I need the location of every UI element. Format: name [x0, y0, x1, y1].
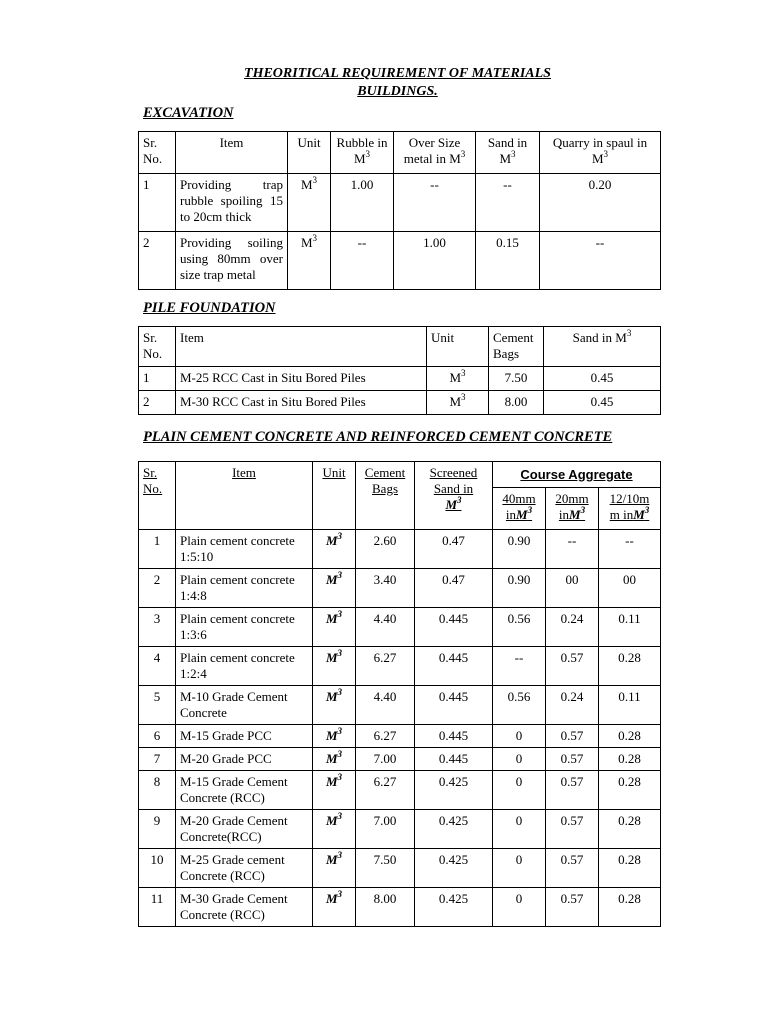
table-row: [139, 391, 661, 415]
pile-foundation-table: [138, 326, 661, 415]
col-header-20mm: 20mm inM$^3$: [546, 488, 599, 530]
table-row: [139, 771, 661, 810]
cell-40mm: 0: [493, 888, 546, 927]
cell-unit: $M^3$: [313, 849, 356, 888]
cell-unit: $M^3$: [288, 232, 331, 290]
cell-sand: 0.47: [415, 530, 493, 569]
cell-quarry: 0.20: [540, 174, 661, 232]
cell-sr: 10: [139, 849, 176, 888]
cell-12-10mm: 0.28: [599, 748, 661, 771]
cell-40mm: 0: [493, 849, 546, 888]
cell-item: M-20 Grade Cement Concrete(RCC): [176, 810, 313, 849]
cell-unit: $M^3$: [313, 748, 356, 771]
concrete-header-row: [139, 462, 661, 488]
cell-sand: 0.445: [415, 686, 493, 725]
cell-item: M-15 Grade Cement Concrete (RCC): [176, 771, 313, 810]
table-row: [139, 174, 661, 232]
concrete-table: [138, 461, 661, 927]
cell-sr: 11: [139, 888, 176, 927]
cell-40mm: --: [493, 647, 546, 686]
cell-sand: 0.45: [544, 391, 661, 415]
excavation-header-row: [139, 132, 661, 174]
cell-20mm: 0.24: [546, 686, 599, 725]
col-header-sand: Sand in $M^3$: [544, 327, 661, 367]
col-header-course-aggregate: Course Aggregate: [493, 462, 661, 488]
cell-item: M-20 Grade PCC: [176, 748, 313, 771]
col-header-quarry: Quarry in spaul in $M^3$: [540, 132, 661, 174]
page-title-line2: BUILDINGS.: [357, 84, 438, 99]
table-row: [139, 569, 661, 608]
cell-unit: $M^3$: [313, 608, 356, 647]
cell-item: Plain cement concrete 1:3:6: [176, 608, 313, 647]
cell-unit: $M^3$: [313, 686, 356, 725]
cell-cement: 6.27: [356, 725, 415, 748]
cell-cement: 4.40: [356, 608, 415, 647]
cell-sr: 4: [139, 647, 176, 686]
cell-cement: 6.27: [356, 771, 415, 810]
cell-sr: 7: [139, 748, 176, 771]
cell-20mm: 0.57: [546, 810, 599, 849]
cell-unit: $M^3$: [313, 771, 356, 810]
cell-12-10mm: 0.11: [599, 608, 661, 647]
pile-foundation-heading: PILE FOUNDATION: [143, 300, 276, 316]
cell-40mm: 0.90: [493, 569, 546, 608]
cell-sand: 0.425: [415, 888, 493, 927]
cell-item: Providing trap rubble spoiling 15 to 20cm thick: [176, 174, 288, 232]
table-row: [139, 725, 661, 748]
table-row: [139, 530, 661, 569]
cell-20mm: --: [546, 530, 599, 569]
cell-12-10mm: 00: [599, 569, 661, 608]
cell-cement: 6.27: [356, 647, 415, 686]
table-row: [139, 686, 661, 725]
cell-item: M-30 RCC Cast in Situ Bored Piles: [176, 391, 427, 415]
cell-12-10mm: 0.28: [599, 725, 661, 748]
cell-rubble: 1.00: [331, 174, 394, 232]
cell-sr: 2: [139, 391, 176, 415]
cell-item: M-10 Grade Cement Concrete: [176, 686, 313, 725]
col-header-item: Item: [176, 132, 288, 174]
cell-cement: 7.00: [356, 748, 415, 771]
cell-sr: 9: [139, 810, 176, 849]
cell-sr: 8: [139, 771, 176, 810]
cell-cement: 4.40: [356, 686, 415, 725]
cell-20mm: 0.57: [546, 748, 599, 771]
cell-sr: 1: [139, 174, 176, 232]
cell-oversize: --: [394, 174, 476, 232]
table-row: [139, 748, 661, 771]
cell-12-10mm: 0.11: [599, 686, 661, 725]
cell-item: M-30 Grade Cement Concrete (RCC): [176, 888, 313, 927]
cell-item: Plain cement concrete 1:4:8: [176, 569, 313, 608]
cell-sand: 0.45: [544, 367, 661, 391]
cell-cement: 3.40: [356, 569, 415, 608]
cell-20mm: 0.24: [546, 608, 599, 647]
cell-cement: 8.00: [489, 391, 544, 415]
cell-item: M-25 RCC Cast in Situ Bored Piles: [176, 367, 427, 391]
cell-sr: 1: [139, 367, 176, 391]
cell-40mm: 0: [493, 748, 546, 771]
cell-12-10mm: 0.28: [599, 849, 661, 888]
cell-sand: 0.445: [415, 748, 493, 771]
cell-item: M-25 Grade cement Concrete (RCC): [176, 849, 313, 888]
cell-12-10mm: 0.28: [599, 771, 661, 810]
cell-12-10mm: 0.28: [599, 647, 661, 686]
col-header-sr: Sr. No.: [139, 462, 176, 530]
cell-sand: 0.47: [415, 569, 493, 608]
cell-sand: 0.445: [415, 725, 493, 748]
cell-sr: 1: [139, 530, 176, 569]
cell-sr: 5: [139, 686, 176, 725]
cell-unit: $M^3$: [313, 530, 356, 569]
cell-40mm: 0: [493, 810, 546, 849]
cell-cement: 2.60: [356, 530, 415, 569]
excavation-table: [138, 131, 661, 290]
col-header-unit: Unit: [288, 132, 331, 174]
table-row: [139, 647, 661, 686]
cell-sand: 0.15: [476, 232, 540, 290]
col-header-12-10mm: 12/10m m inM$^3$: [599, 488, 661, 530]
col-header-item: Item: [176, 327, 427, 367]
excavation-heading: EXCAVATION: [143, 105, 234, 121]
col-header-sand: Sand in $M^3$: [476, 132, 540, 174]
table-row: [139, 367, 661, 391]
cell-cement: 7.50: [489, 367, 544, 391]
col-header-oversize: Over Size metal in $M^3$: [394, 132, 476, 174]
cell-20mm: 0.57: [546, 647, 599, 686]
col-header-40mm: 40mm inM$^3$: [493, 488, 546, 530]
cell-sr: 2: [139, 232, 176, 290]
cell-rubble: --: [331, 232, 394, 290]
cell-20mm: 0.57: [546, 725, 599, 748]
cell-20mm: 0.57: [546, 849, 599, 888]
col-header-rubble: Rubble in $M^3$: [331, 132, 394, 174]
cell-12-10mm: 0.28: [599, 888, 661, 927]
cell-sand: 0.425: [415, 771, 493, 810]
col-header-cement: Cement Bags: [356, 462, 415, 530]
col-header-screened-sand: Screened Sand in $M^3$: [415, 462, 493, 530]
cell-12-10mm: --: [599, 530, 661, 569]
table-row: [139, 608, 661, 647]
col-header-unit: Unit: [427, 327, 489, 367]
col-header-sr: Sr. No.: [139, 327, 176, 367]
cell-unit: $M^3$: [313, 888, 356, 927]
table-row: [139, 810, 661, 849]
cell-40mm: 0: [493, 771, 546, 810]
col-header-sr: Sr. No.: [139, 132, 176, 174]
cell-sand: --: [476, 174, 540, 232]
cell-unit: $M^3$: [313, 810, 356, 849]
cell-unit: $M^3$: [313, 569, 356, 608]
cell-sand: 0.425: [415, 849, 493, 888]
cell-sr: 6: [139, 725, 176, 748]
cell-unit: $M^3$: [427, 391, 489, 415]
cell-quarry: --: [540, 232, 661, 290]
cell-cement: 8.00: [356, 888, 415, 927]
cell-20mm: 00: [546, 569, 599, 608]
cell-40mm: 0: [493, 725, 546, 748]
cell-40mm: 0.56: [493, 608, 546, 647]
cell-cement: 7.50: [356, 849, 415, 888]
cell-unit: $M^3$: [288, 174, 331, 232]
cell-item: Plain cement concrete 1:2:4: [176, 647, 313, 686]
cell-oversize: 1.00: [394, 232, 476, 290]
page-title-line1: THEORITICAL REQUIREMENT OF MATERIALS: [244, 66, 551, 81]
cell-20mm: 0.57: [546, 771, 599, 810]
col-header-cement: Cement Bags: [489, 327, 544, 367]
cell-unit: $M^3$: [427, 367, 489, 391]
cell-sand: 0.425: [415, 810, 493, 849]
cell-unit: $M^3$: [313, 647, 356, 686]
pile-header-row: [139, 327, 661, 367]
cell-sand: 0.445: [415, 608, 493, 647]
cell-12-10mm: 0.28: [599, 810, 661, 849]
concrete-heading: PLAIN CEMENT CONCRETE AND REINFORCED CEMENT CONCRETE: [143, 429, 613, 445]
cell-cement: 7.00: [356, 810, 415, 849]
cell-sr: 3: [139, 608, 176, 647]
table-row: [139, 232, 661, 290]
cell-40mm: 0.56: [493, 686, 546, 725]
cell-20mm: 0.57: [546, 888, 599, 927]
cell-item: Providing soiling using 80mm over size trap metal: [176, 232, 288, 290]
cell-40mm: 0.90: [493, 530, 546, 569]
table-row: [139, 849, 661, 888]
cell-sand: 0.445: [415, 647, 493, 686]
col-header-unit: Unit: [313, 462, 356, 530]
table-row: [139, 888, 661, 927]
cell-sr: 2: [139, 569, 176, 608]
cell-item: Plain cement concrete 1:5:10: [176, 530, 313, 569]
cell-item: M-15 Grade PCC: [176, 725, 313, 748]
cell-unit: $M^3$: [313, 725, 356, 748]
col-header-item: Item: [176, 462, 313, 530]
